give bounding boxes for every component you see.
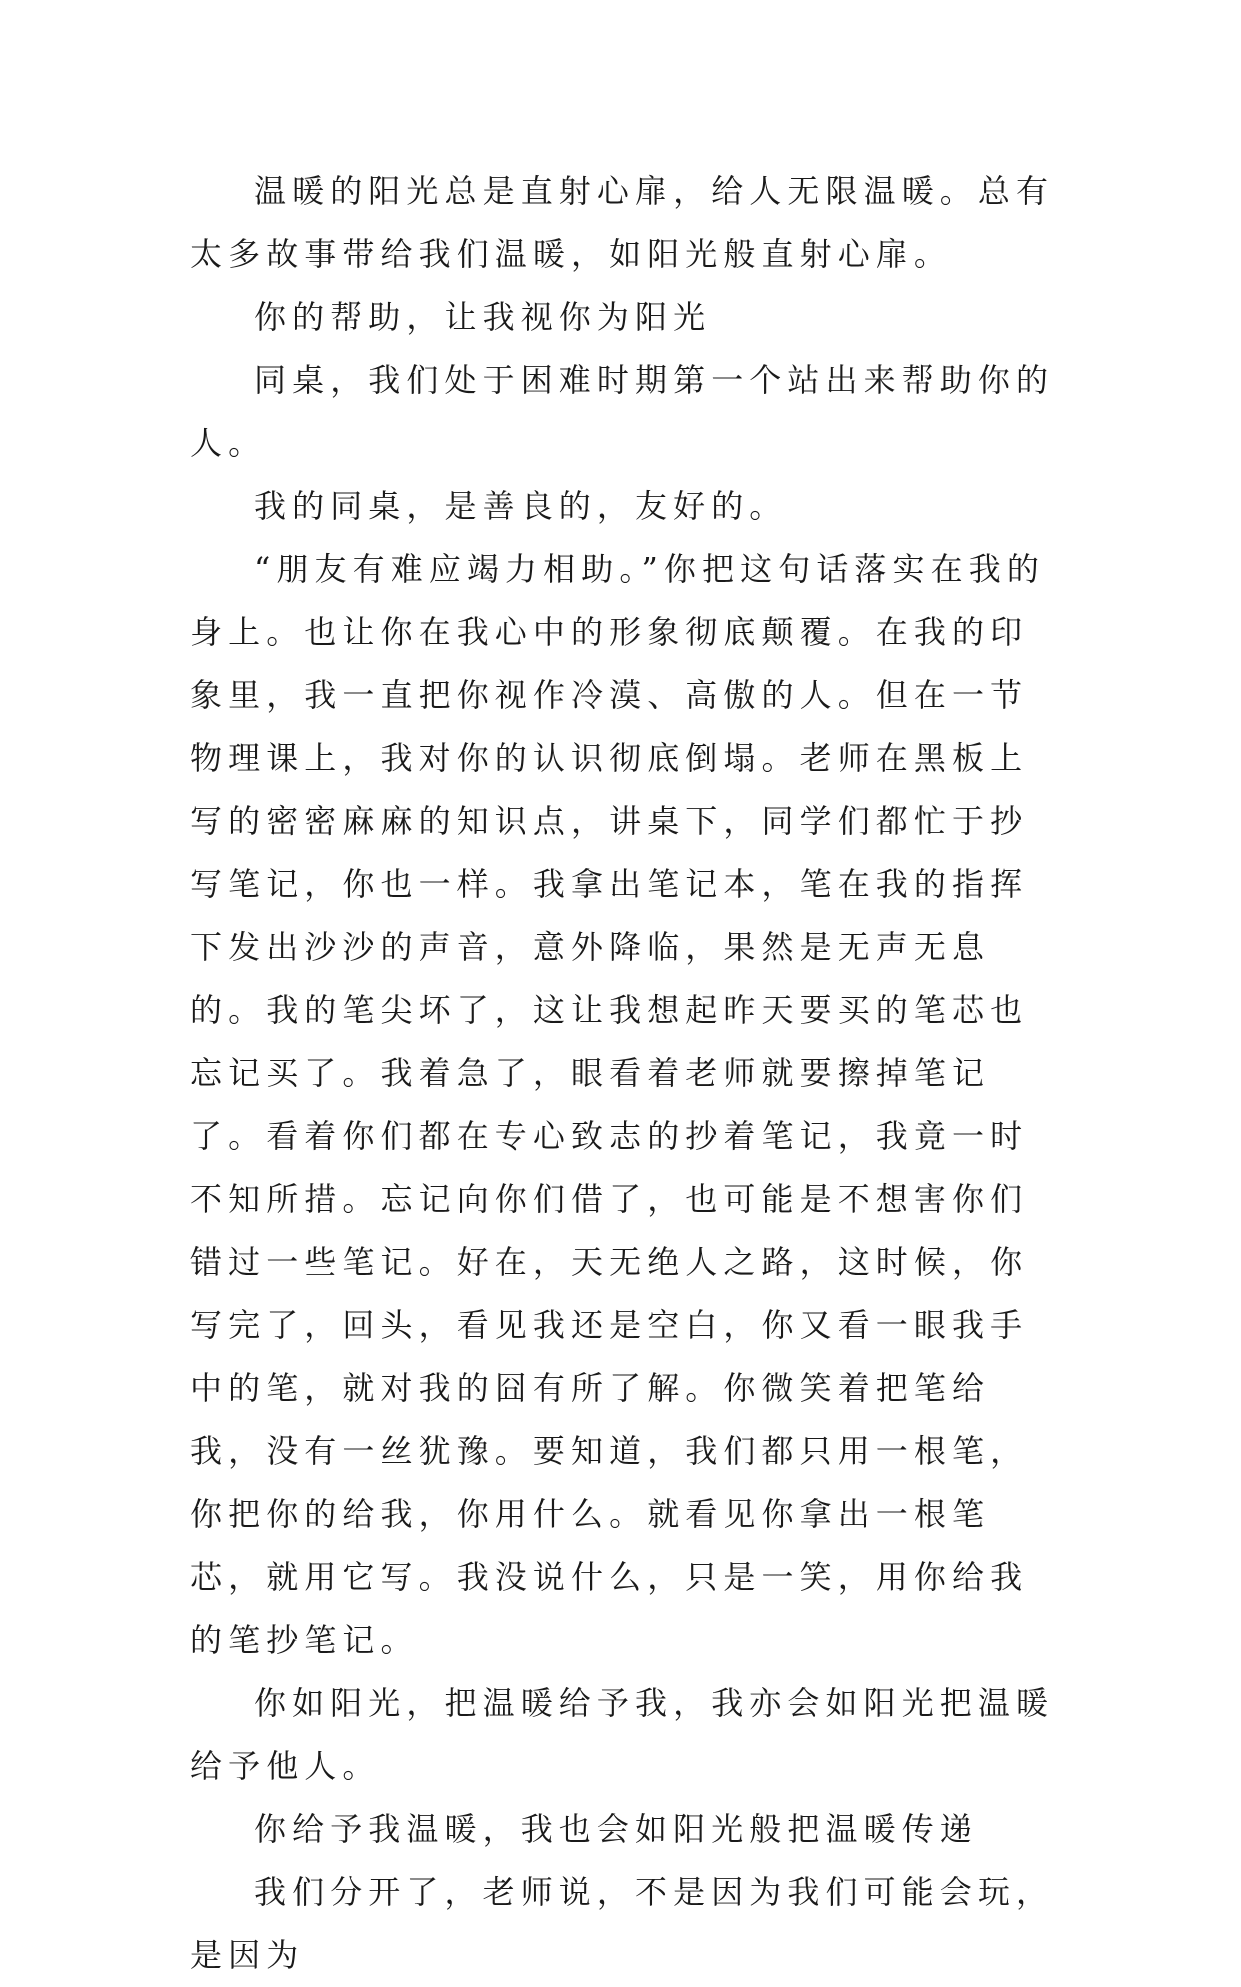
document-body — [190, 160, 1062, 1987]
section-heading-help: 你的帮助，让我视你为阳光 — [254, 298, 712, 336]
section-heading-pass-on: 你给予我温暖，我也会如阳光般把温暖传递 — [254, 1810, 978, 1848]
paragraph-separated: 我们分开了，老师说，不是因为我们可能会玩，是因为 — [190, 1873, 1055, 1974]
paragraph-deskmate: 同桌，我们处于困难时期第一个站出来帮助你的人。 — [190, 361, 1055, 462]
paragraph-sunshine: 你如阳光，把温暖给予我，我亦会如阳光把温暖给予他人。 — [190, 1684, 1055, 1785]
paragraph-intro: 温暖的阳光总是直射心扉，给人无限温暖。总有太多故事带给我们温暖，如阳光般直射心扉。 — [190, 172, 1055, 273]
paragraph-kind: 我的同桌，是善良的，友好的。 — [254, 487, 788, 525]
paragraph-story: “朋友有难应竭力相助。”你把这句话落实在我的身上。也让你在我心中的形象彻底颠覆。在我的印象里，我一直把你视作冷漠、高傲的人。但在一节物理课上，我对你的认识彻底倒塌。老师在黑板上写的密密麻麻的知识点，讲桌下，同学们都忙于抄写笔记，你也一样。我拿出笔记本，笔在我的指挥下发出沙沙的声音，意外降临，果然是无声无息的。我的笔尖坏了，这让我想起昨天要买的笔芯也忘记买了。我着急了，眼看着老师就要擦掉笔记了。看着你们都在专心致志的抄着笔记，我竟一时不知所措。忘记向你们借了，也可能是不想害你们错过一些笔记。好在，天无绝人之路，这时候，你写完了，回头，看见我还是空白，你又看一眼我手中的笔，就对我的囧有所了解。你微笑着把笔给我，没有一丝犹豫。要知道，我们都只用一根笔，你把你的给我，你用什么。就看见你拿出一根笔芯，就用它写。我没说什么，只是一笑，用你给我的笔抄笔记。 — [190, 550, 1045, 1659]
